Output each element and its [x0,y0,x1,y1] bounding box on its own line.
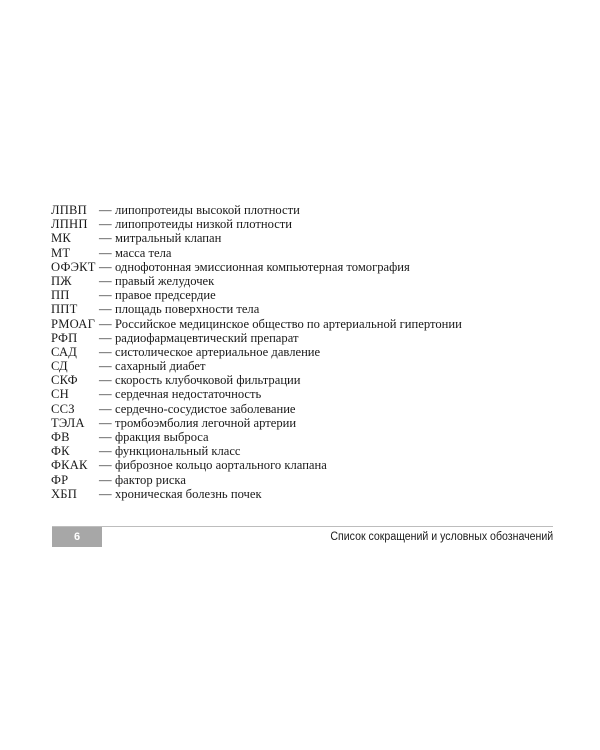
abbreviation-entry [51,430,551,444]
dash: — [99,430,112,444]
abbreviation-entry [51,373,551,387]
abbreviation-meaning: фиброзное кольцо аортального клапана [115,458,327,473]
dash: — [99,316,112,331]
abbreviation: ТЭЛА [51,415,85,430]
abbreviation-entry [51,416,551,430]
abbreviation-entry [51,473,551,487]
abbreviation: СКФ [51,373,78,388]
abbreviation: СД [51,359,68,374]
abbreviation-entry [51,302,551,316]
abbreviation-meaning: масса тела [115,245,172,260]
abbreviation-meaning: тромбоэмболия легочной артерии [115,415,297,430]
abbreviation: ХБП [51,486,78,501]
abbreviation-meaning: митральный клапан [115,231,222,246]
dash: — [99,259,112,274]
abbreviation: ССЗ [51,401,75,416]
abbreviation: ФКАК [51,458,88,473]
abbreviation-entry [51,231,551,245]
abbreviation: ФР [51,472,69,487]
abbreviation: МТ [51,245,71,260]
abbreviation-meaning: сердечная недостаточность [115,387,262,402]
abbreviation-entry [51,444,551,458]
abbreviation-list [51,203,551,501]
dash: — [99,359,112,374]
abbreviation-entry [51,288,551,302]
dash: — [99,302,112,317]
abbreviation-meaning: Российское медицинское общество по артериальной гипертонии [115,316,462,331]
abbreviation: РФП [51,330,78,345]
abbreviation-entry [51,317,551,331]
page-footer [52,526,553,547]
dash: — [99,245,112,260]
abbreviation-entry [51,260,551,274]
dash: — [99,444,112,459]
dash: — [99,288,112,303]
abbreviation: ЛПВП [51,203,87,217]
dash: — [99,373,112,388]
abbreviation: ПЖ [51,273,72,288]
abbreviation-meaning: функциональный класс [115,444,241,459]
abbreviation-meaning: однофотонная эмиссионная компьютерная томография [115,259,410,274]
dash: — [99,330,112,345]
dash: — [99,203,112,217]
abbreviation: МК [51,231,71,246]
abbreviation-meaning: фактор риска [115,472,186,487]
dash: — [99,217,112,232]
abbreviation-meaning: правый желудочек [115,273,215,288]
abbreviation: САД [51,344,78,359]
dash: — [99,231,112,246]
abbreviation-entry [51,217,551,231]
abbreviation-meaning: фракция выброса [115,430,209,444]
abbreviation-entry [51,458,551,472]
abbreviation-meaning: сахарный диабет [115,359,206,374]
abbreviation-entry [51,331,551,345]
dash: — [99,387,112,402]
abbreviation-meaning: липопротеиды низкой плотности [115,217,293,232]
abbreviation-meaning: хроническая болезнь почек [115,486,262,501]
abbreviation: ФК [51,444,70,459]
abbreviation-entry [51,203,551,217]
abbreviation: РМОАГ [51,316,96,331]
dash: — [99,415,112,430]
abbreviation: ПП [51,288,70,303]
abbreviation: ОФЭКТ [51,259,96,274]
dash: — [99,458,112,473]
abbreviation-meaning: систолическое артериальное давление [115,344,321,359]
abbreviation-entry [51,246,551,260]
abbreviation: ФВ [51,430,70,444]
dash: — [99,472,112,487]
abbreviation-entry [51,402,551,416]
abbreviation-entry [51,487,551,501]
dash: — [99,273,112,288]
abbreviation-meaning: площадь поверхности тела [115,302,260,317]
abbreviation-entry [51,274,551,288]
abbreviation: СН [51,387,69,402]
abbreviation-meaning: липопротеиды высокой плотности [115,203,300,217]
abbreviation-entry [51,359,551,373]
abbreviation: ППТ [51,302,78,317]
abbreviation-entry [51,345,551,359]
abbreviation: ЛПНП [51,217,88,232]
dash: — [99,344,112,359]
dash: — [99,486,112,501]
abbreviation-meaning: скорость клубочковой фильтрации [115,373,301,388]
running-title: Список сокращений и условных обозначений [330,531,553,543]
abbreviation-meaning: радиофармацевтический препарат [115,330,299,345]
abbreviation-entry [51,387,551,401]
page-number: 6 [52,527,102,547]
abbreviation-meaning: правое предсердие [115,288,216,303]
abbreviation-meaning: сердечно-сосудистое заболевание [115,401,296,416]
dash: — [99,401,112,416]
